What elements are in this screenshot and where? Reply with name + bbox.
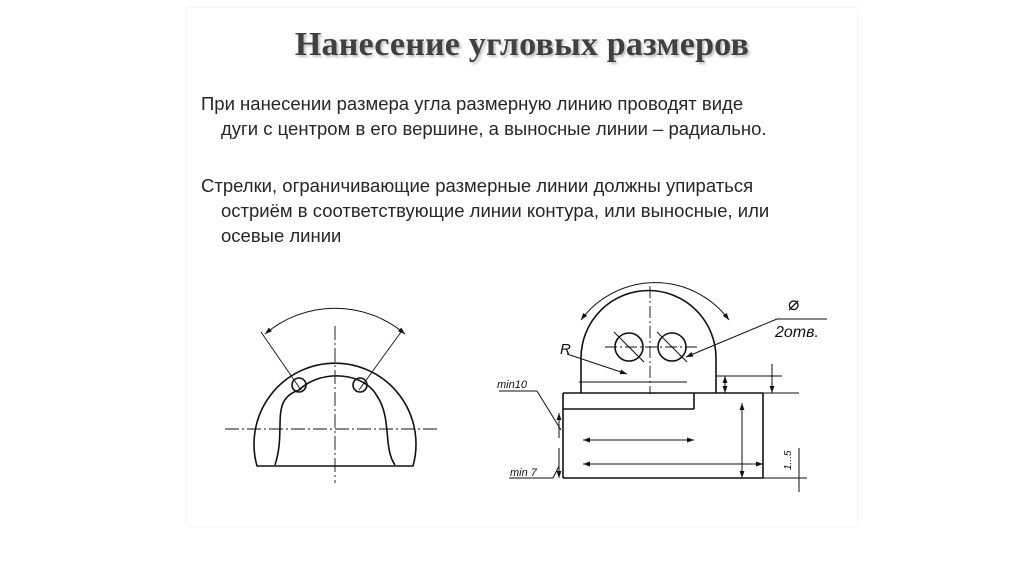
radius-leader xyxy=(567,354,627,374)
paragraph-line: Стрелки, ограничивающие размерные линии должны упираться xyxy=(201,175,754,196)
slide xyxy=(187,8,857,526)
radius-label: R xyxy=(560,341,571,358)
paragraph-line: дуги с центром в его вершине, а выносные линии – радиально. xyxy=(221,118,767,139)
paragraph-line: осевые линии xyxy=(221,225,342,246)
min10-label: min10 xyxy=(497,379,527,391)
paragraph-line: остриём в соответствующие линии контура, или выносные, или xyxy=(221,200,770,221)
holes-label: 2отв. xyxy=(775,324,819,341)
top-contour xyxy=(581,290,716,393)
paragraph-line: При нанесении размера угла размерную линию проводят виде xyxy=(201,93,744,114)
extension-line-right xyxy=(359,332,401,390)
left-drawing xyxy=(225,308,437,483)
diameter-label: ⌀ xyxy=(788,294,800,315)
technical-drawings xyxy=(187,8,857,526)
diameter-leader xyxy=(686,319,777,357)
extension-line-left xyxy=(261,332,301,390)
right-drawing xyxy=(499,283,827,492)
top-arc-dimension xyxy=(581,283,729,320)
range-label: 1...5 xyxy=(783,450,794,470)
step-contour xyxy=(563,393,763,478)
min7-label: min 7 xyxy=(510,467,537,479)
slide-title: Нанесение угловых размеров xyxy=(294,26,750,63)
